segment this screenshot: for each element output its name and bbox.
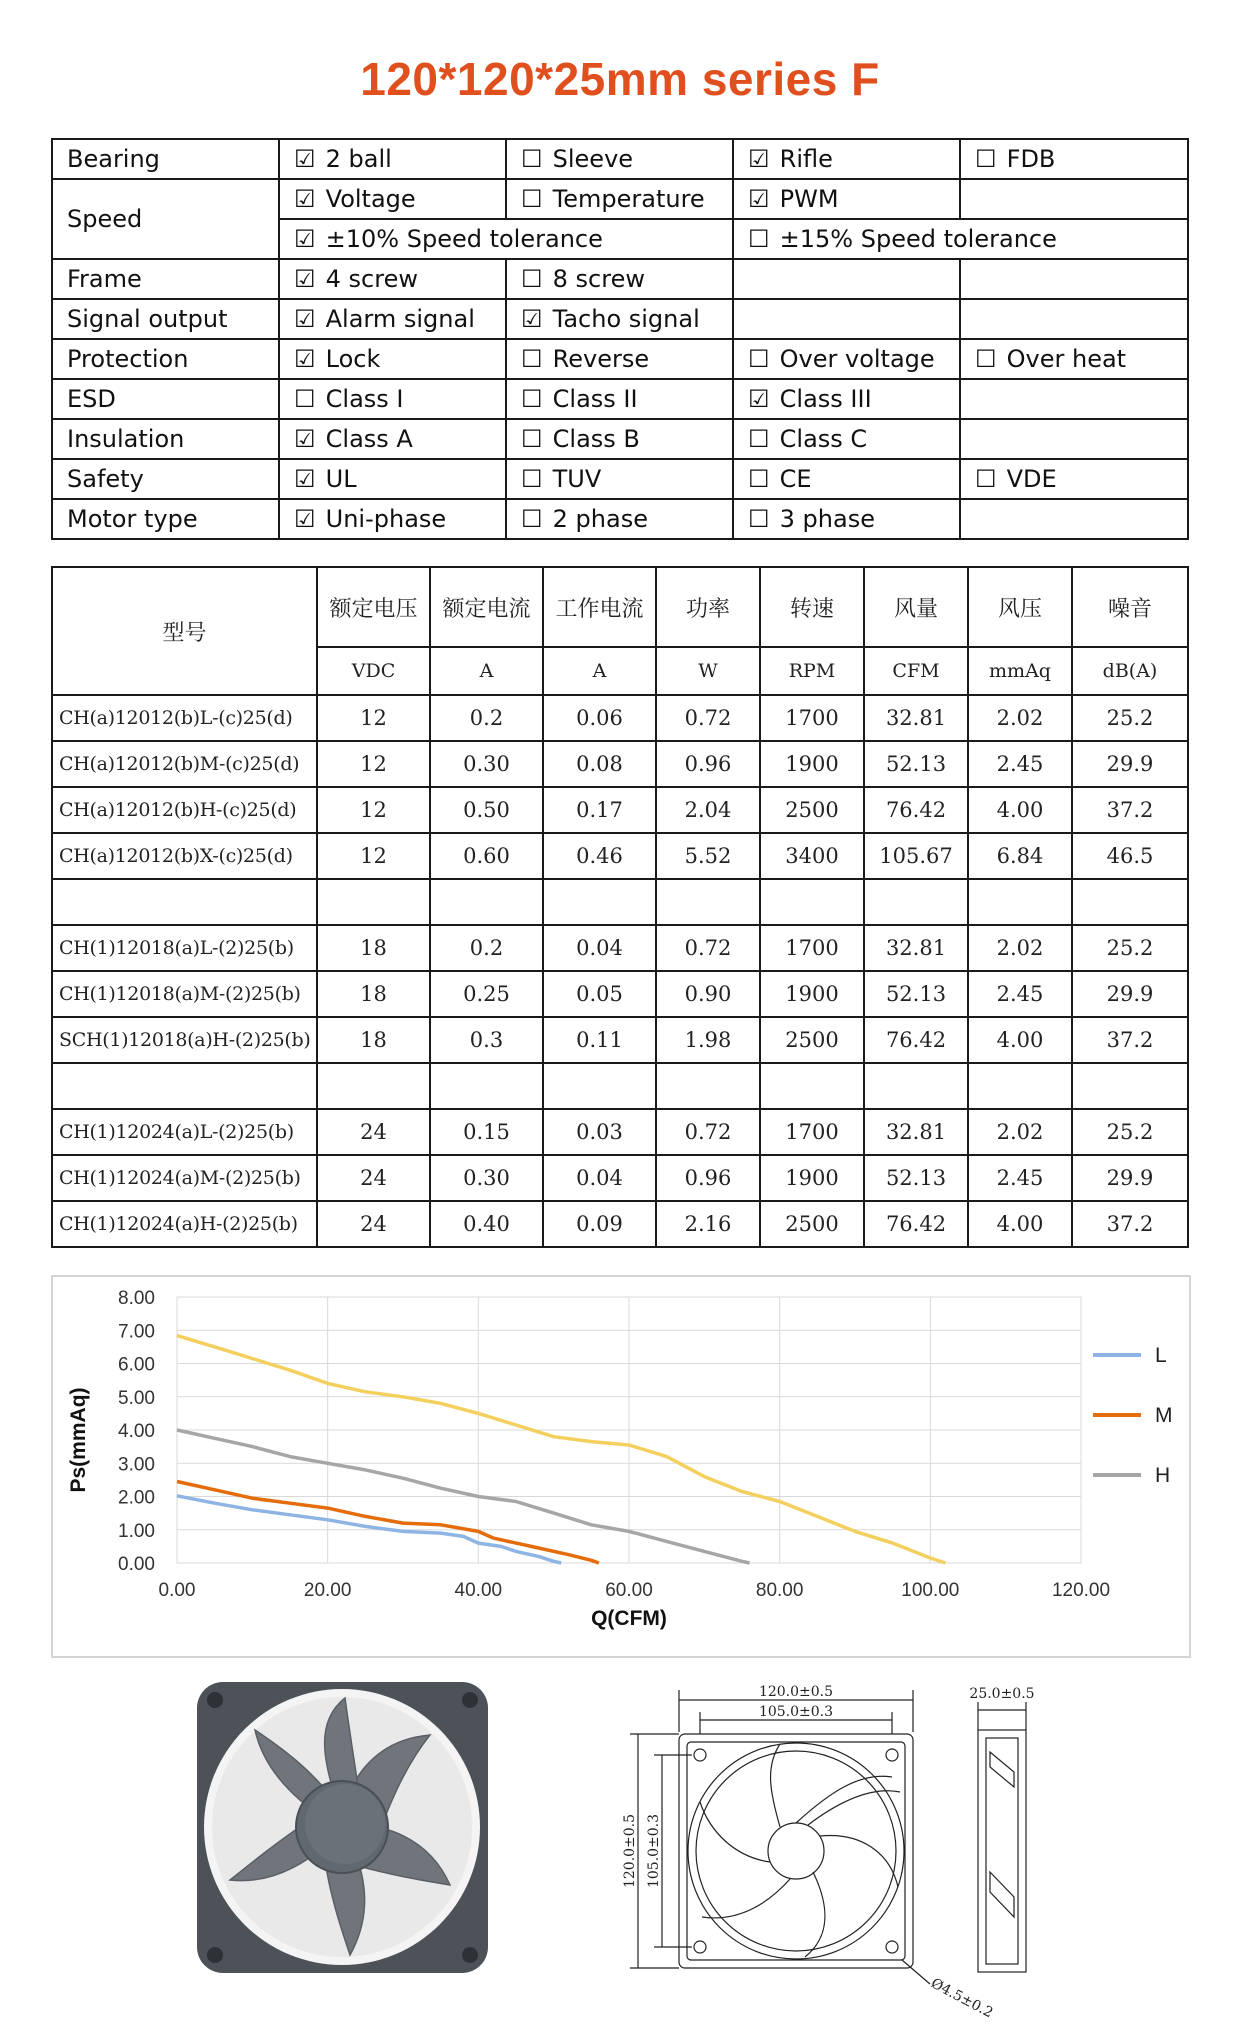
- option-text: Class A: [325, 425, 413, 453]
- spec-unit: VDC: [317, 647, 430, 695]
- feature-option: [733, 379, 960, 419]
- option-text: Class II: [552, 385, 638, 413]
- spec-cell: 0.09: [543, 1201, 656, 1247]
- model-header: 型号: [52, 567, 317, 695]
- table-row: [52, 1017, 1188, 1063]
- spec-cell: 12: [317, 741, 430, 787]
- spec-cell: 18: [317, 971, 430, 1017]
- spec-cell: 76.42: [864, 1201, 968, 1247]
- spec-cell: 0.90: [656, 971, 760, 1017]
- spec-cell: 1700: [760, 925, 864, 971]
- option-text: Class I: [325, 385, 404, 413]
- option-text: Over voltage: [779, 345, 935, 373]
- unchecked-box-icon: ☐: [975, 345, 997, 373]
- spec-cell: 25.2: [1072, 925, 1188, 971]
- option-text: Lock: [325, 345, 381, 373]
- spec-cell: [430, 879, 543, 925]
- spec-cell: 0.04: [543, 925, 656, 971]
- table-row: [52, 1109, 1188, 1155]
- feature-option: [279, 299, 506, 339]
- model-cell: CH(1)12024(a)M-(2)25(b): [52, 1155, 317, 1201]
- feature-option: [279, 379, 506, 419]
- spec-cell: 0.11: [543, 1017, 656, 1063]
- unchecked-box-icon: ☐: [975, 465, 997, 493]
- checked-box-icon: ☑: [294, 145, 316, 173]
- feature-option: [960, 339, 1188, 379]
- x-tick-label: 100.00: [901, 1580, 960, 1601]
- spec-cell: 29.9: [1072, 741, 1188, 787]
- y-tick-label: 7.00: [118, 1321, 155, 1343]
- feature-option: [506, 259, 733, 299]
- spec-header: 噪音: [1072, 567, 1188, 647]
- feature-option: [733, 499, 960, 539]
- x-tick-label: 0.00: [158, 1580, 196, 1601]
- spec-cell: 0.40: [430, 1201, 543, 1247]
- option-text: TUV: [552, 465, 602, 493]
- spec-cell: 32.81: [864, 925, 968, 971]
- spec-header: 额定电流: [430, 567, 543, 647]
- feature-label: ESD: [52, 379, 279, 419]
- model-cell: CH(1)12018(a)M-(2)25(b): [52, 971, 317, 1017]
- legend-label: M: [1155, 1404, 1173, 1427]
- feature-option: [279, 459, 506, 499]
- spec-cell: 4.00: [968, 787, 1072, 833]
- spec-cell: 0.72: [656, 925, 760, 971]
- feature-option: [506, 379, 733, 419]
- unchecked-box-icon: ☐: [521, 265, 543, 293]
- spec-cell: 1900: [760, 741, 864, 787]
- spec-cell: 52.13: [864, 1155, 968, 1201]
- feature-option: [733, 459, 960, 499]
- spec-unit: CFM: [864, 647, 968, 695]
- feature-option: [960, 419, 1188, 459]
- table-row: [52, 741, 1188, 787]
- unchecked-box-icon: ☐: [748, 345, 770, 373]
- spec-cell: 105.67: [864, 833, 968, 879]
- spec-cell: 29.9: [1072, 971, 1188, 1017]
- y-tick-label: 2.00: [118, 1487, 155, 1509]
- table-row: [52, 1063, 1188, 1109]
- feature-option: [960, 459, 1188, 499]
- option-text: Reverse: [552, 345, 650, 373]
- checked-box-icon: ☑: [294, 505, 316, 533]
- spec-unit: mmAq: [968, 647, 1072, 695]
- spec-cell: 6.84: [968, 833, 1072, 879]
- spec-header-row: [52, 567, 1188, 647]
- spec-cell: [543, 879, 656, 925]
- option-text: CE: [779, 465, 812, 493]
- feature-row: [52, 139, 1188, 179]
- spec-cell: 0.50: [430, 787, 543, 833]
- spec-cell: [430, 1063, 543, 1109]
- spec-cell: 0.03: [543, 1109, 656, 1155]
- spec-cell: [968, 879, 1072, 925]
- spec-cell: 0.96: [656, 1155, 760, 1201]
- option-text: Rifle: [779, 145, 833, 173]
- unchecked-box-icon: ☐: [521, 145, 543, 173]
- spec-cell: 3400: [760, 833, 864, 879]
- feature-option: [279, 259, 506, 299]
- spec-cell: 0.25: [430, 971, 543, 1017]
- spec-cell: 12: [317, 787, 430, 833]
- spec-cell: 1900: [760, 1155, 864, 1201]
- spec-cell: 4.00: [968, 1201, 1072, 1247]
- table-row: [52, 925, 1188, 971]
- option-text: Sleeve: [552, 145, 634, 173]
- spec-cell: 0.3: [430, 1017, 543, 1063]
- spec-unit: dB(A): [1072, 647, 1188, 695]
- feature-option: [506, 179, 733, 219]
- y-axis-label: Ps(mmAq): [67, 1387, 90, 1493]
- spec-cell: 1700: [760, 1109, 864, 1155]
- feature-option: [733, 179, 960, 219]
- feature-option: [279, 139, 506, 179]
- fan-photo: [195, 1680, 490, 1975]
- spec-cell: 0.72: [656, 1109, 760, 1155]
- feature-row: [52, 299, 1188, 339]
- unchecked-box-icon: ☐: [521, 505, 543, 533]
- option-text: 3 phase: [779, 505, 875, 533]
- option-text: 2 ball: [325, 145, 392, 173]
- option-text: ±15% Speed tolerance: [779, 225, 1057, 253]
- spec-cell: [317, 1063, 430, 1109]
- spec-cell: 0.05: [543, 971, 656, 1017]
- spec-cell: 2500: [760, 787, 864, 833]
- spec-cell: 18: [317, 925, 430, 971]
- option-text: Temperature: [552, 185, 705, 213]
- model-cell: CH(1)12024(a)L-(2)25(b): [52, 1109, 317, 1155]
- feature-option: [506, 419, 733, 459]
- spec-cell: 24: [317, 1109, 430, 1155]
- option-text: ±10% Speed tolerance: [325, 225, 603, 253]
- feature-option: [506, 339, 733, 379]
- feature-option: [960, 299, 1188, 339]
- unchecked-box-icon: ☐: [521, 425, 543, 453]
- unchecked-box-icon: ☐: [521, 385, 543, 413]
- checked-box-icon: ☑: [521, 305, 543, 333]
- feature-option: [279, 339, 506, 379]
- spec-cell: 2500: [760, 1017, 864, 1063]
- feature-option: [733, 419, 960, 459]
- y-tick-label: 0.00: [118, 1554, 155, 1575]
- feature-row: [52, 499, 1188, 539]
- spec-cell: 29.9: [1072, 1155, 1188, 1201]
- table-row: [52, 1201, 1188, 1247]
- spec-cell: 5.52: [656, 833, 760, 879]
- feature-row: [52, 379, 1188, 419]
- feature-label: Signal output: [52, 299, 279, 339]
- feature-option: [279, 179, 506, 219]
- feature-option: [506, 139, 733, 179]
- spec-cell: 32.81: [864, 695, 968, 741]
- spec-cell: 52.13: [864, 971, 968, 1017]
- model-cell: CH(1)12018(a)L-(2)25(b): [52, 925, 317, 971]
- option-text: Alarm signal: [325, 305, 475, 333]
- model-cell: SCH(1)12018(a)H-(2)25(b): [52, 1017, 317, 1063]
- spec-cell: 37.2: [1072, 1017, 1188, 1063]
- spec-cell: [968, 1063, 1072, 1109]
- table-row: [52, 695, 1188, 741]
- spec-cell: [864, 1063, 968, 1109]
- spec-cell: 46.5: [1072, 833, 1188, 879]
- x-axis-label: Q(CFM): [591, 1607, 667, 1630]
- x-tick-label: 80.00: [755, 1580, 804, 1601]
- spec-cell: 24: [317, 1155, 430, 1201]
- dim-outer-height: 120.0±0.5: [622, 1813, 638, 1889]
- spec-cell: 37.2: [1072, 787, 1188, 833]
- spec-cell: 2.02: [968, 695, 1072, 741]
- option-text: FDB: [1006, 145, 1056, 173]
- table-row: [52, 787, 1188, 833]
- spec-cell: 32.81: [864, 1109, 968, 1155]
- table-row: [52, 879, 1188, 925]
- checked-box-icon: ☑: [294, 345, 316, 373]
- page-title: 120*120*25mm series F: [360, 53, 880, 105]
- spec-cell: 0.30: [430, 741, 543, 787]
- pq-curve-chart: [51, 1275, 1191, 1658]
- spec-cell: 0.2: [430, 925, 543, 971]
- model-cell: CH(a)12012(b)X-(c)25(d): [52, 833, 317, 879]
- spec-unit: A: [430, 647, 543, 695]
- spec-cell: 76.42: [864, 787, 968, 833]
- spec-cell: 0.15: [430, 1109, 543, 1155]
- checked-box-icon: ☑: [294, 465, 316, 493]
- x-tick-label: 20.00: [303, 1580, 352, 1601]
- option-text: Voltage: [325, 185, 416, 213]
- option-text: 8 screw: [552, 265, 645, 293]
- feature-option: [960, 499, 1188, 539]
- checked-box-icon: ☑: [294, 425, 316, 453]
- spec-cell: 2.04: [656, 787, 760, 833]
- feature-option: [960, 379, 1188, 419]
- feature-label: Motor type: [52, 499, 279, 539]
- feature-row: [52, 419, 1188, 459]
- dim-inner-width: 105.0±0.3: [758, 1704, 834, 1720]
- y-tick-label: 1.00: [118, 1520, 155, 1542]
- feature-option: [960, 179, 1188, 219]
- y-tick-label: 3.00: [118, 1454, 155, 1476]
- unchecked-box-icon: ☐: [748, 425, 770, 453]
- feature-option: [733, 219, 1188, 259]
- feature-option: [279, 499, 506, 539]
- spec-cell: 2.02: [968, 925, 1072, 971]
- x-tick-label: 40.00: [454, 1580, 503, 1601]
- feature-row: [52, 339, 1188, 379]
- spec-cell: 12: [317, 833, 430, 879]
- model-cell: [52, 879, 317, 925]
- checked-box-icon: ☑: [748, 385, 770, 413]
- spec-cell: [656, 1063, 760, 1109]
- spec-cell: [1072, 1063, 1188, 1109]
- option-text: Class III: [779, 385, 872, 413]
- feature-option: [279, 219, 733, 259]
- unchecked-box-icon: ☐: [975, 145, 997, 173]
- spec-cell: 2.02: [968, 1109, 1072, 1155]
- model-cell: CH(a)12012(b)H-(c)25(d): [52, 787, 317, 833]
- spec-cell: 1.98: [656, 1017, 760, 1063]
- table-row: [52, 833, 1188, 879]
- unchecked-box-icon: ☐: [521, 345, 543, 373]
- spec-cell: [656, 879, 760, 925]
- checked-box-icon: ☑: [294, 225, 316, 253]
- spec-cell: 0.08: [543, 741, 656, 787]
- checked-box-icon: ☑: [294, 265, 316, 293]
- checked-box-icon: ☑: [748, 185, 770, 213]
- feature-option: [960, 259, 1188, 299]
- spec-cell: 4.00: [968, 1017, 1072, 1063]
- legend-label: H: [1155, 1464, 1171, 1487]
- spec-cell: 2.16: [656, 1201, 760, 1247]
- spec-header: 功率: [656, 567, 760, 647]
- feature-option: [733, 259, 960, 299]
- spec-cell: 76.42: [864, 1017, 968, 1063]
- dim-hole: Ø4.5±0.2: [928, 1975, 996, 2022]
- dim-inner-height: 105.0±0.3: [646, 1813, 662, 1889]
- feature-option: [506, 459, 733, 499]
- feature-row: [52, 259, 1188, 299]
- unchecked-box-icon: ☐: [521, 185, 543, 213]
- model-cell: CH(1)12024(a)H-(2)25(b): [52, 1201, 317, 1247]
- spec-cell: 25.2: [1072, 695, 1188, 741]
- model-cell: [52, 1063, 317, 1109]
- checked-box-icon: ☑: [294, 185, 316, 213]
- spec-unit: W: [656, 647, 760, 695]
- spec-cell: 0.30: [430, 1155, 543, 1201]
- option-text: Uni-phase: [325, 505, 447, 533]
- checked-box-icon: ☑: [294, 305, 316, 333]
- spec-cell: 0.96: [656, 741, 760, 787]
- spec-cell: 0.06: [543, 695, 656, 741]
- spec-cell: [760, 879, 864, 925]
- x-tick-label: 60.00: [605, 1580, 653, 1601]
- option-text: Tacho signal: [552, 305, 700, 333]
- spec-cell: 52.13: [864, 741, 968, 787]
- unchecked-box-icon: ☐: [521, 465, 543, 493]
- option-text: Over heat: [1006, 345, 1127, 373]
- spec-cell: 1700: [760, 695, 864, 741]
- spec-header: 工作电流: [543, 567, 656, 647]
- unchecked-box-icon: ☐: [748, 465, 770, 493]
- spec-cell: 18: [317, 1017, 430, 1063]
- spec-unit: RPM: [760, 647, 864, 695]
- spec-cell: 2.45: [968, 971, 1072, 1017]
- legend-label: L: [1155, 1344, 1167, 1367]
- model-cell: CH(a)12012(b)L-(c)25(d): [52, 695, 317, 741]
- spec-header: 额定电压: [317, 567, 430, 647]
- feature-table: [51, 138, 1189, 540]
- unchecked-box-icon: ☐: [294, 385, 316, 413]
- y-tick-label: 6.00: [118, 1354, 155, 1376]
- spec-cell: 0.17: [543, 787, 656, 833]
- spec-cell: [543, 1063, 656, 1109]
- dimension-drawing: [622, 1672, 1060, 2022]
- feature-row: [52, 179, 1188, 219]
- spec-cell: [1072, 879, 1188, 925]
- model-cell: CH(a)12012(b)M-(c)25(d): [52, 741, 317, 787]
- unchecked-box-icon: ☐: [748, 225, 770, 253]
- spec-cell: 2.45: [968, 741, 1072, 787]
- spec-table: [51, 566, 1189, 1248]
- spec-header: 风量: [864, 567, 968, 647]
- feature-option: [733, 299, 960, 339]
- y-tick-label: 4.00: [118, 1421, 155, 1442]
- feature-option: [506, 499, 733, 539]
- y-tick-label: 8.00: [118, 1288, 155, 1309]
- feature-label: Safety: [52, 459, 279, 499]
- dim-outer-width: 120.0±0.5: [758, 1684, 834, 1700]
- option-text: Class B: [552, 425, 640, 453]
- spec-cell: 25.2: [1072, 1109, 1188, 1155]
- dim-thickness: 25.0±0.5: [969, 1686, 1035, 1702]
- unchecked-box-icon: ☐: [748, 505, 770, 533]
- feature-option: [733, 339, 960, 379]
- checked-box-icon: ☑: [748, 145, 770, 173]
- feature-label: Frame: [52, 259, 279, 299]
- spec-cell: 37.2: [1072, 1201, 1188, 1247]
- spec-cell: 12: [317, 695, 430, 741]
- feature-label: Protection: [52, 339, 279, 379]
- feature-label: Bearing: [52, 139, 279, 179]
- feature-label: Insulation: [52, 419, 279, 459]
- feature-option: [733, 139, 960, 179]
- option-text: UL: [325, 465, 357, 493]
- spec-cell: [317, 879, 430, 925]
- feature-option: [960, 139, 1188, 179]
- spec-cell: 0.46: [543, 833, 656, 879]
- option-text: Class C: [779, 425, 868, 453]
- y-tick-label: 5.00: [118, 1387, 155, 1409]
- spec-cell: 0.2: [430, 695, 543, 741]
- option-text: 2 phase: [552, 505, 648, 533]
- spec-cell: 24: [317, 1201, 430, 1247]
- option-text: 4 screw: [325, 265, 418, 293]
- spec-cell: 2.45: [968, 1155, 1072, 1201]
- spec-cell: 0.04: [543, 1155, 656, 1201]
- spec-cell: 0.72: [656, 695, 760, 741]
- feature-option: [279, 419, 506, 459]
- spec-unit: A: [543, 647, 656, 695]
- feature-label: Speed: [52, 179, 279, 259]
- spec-cell: 2500: [760, 1201, 864, 1247]
- spec-cell: 0.60: [430, 833, 543, 879]
- chart-svg: [53, 1277, 1189, 1656]
- spec-cell: [760, 1063, 864, 1109]
- spec-header: 风压: [968, 567, 1072, 647]
- feature-row: [52, 459, 1188, 499]
- table-row: [52, 1155, 1188, 1201]
- spec-cell: 1900: [760, 971, 864, 1017]
- spec-cell: [864, 879, 968, 925]
- x-tick-label: 120.00: [1051, 1580, 1111, 1601]
- feature-option: [506, 299, 733, 339]
- option-text: VDE: [1006, 465, 1057, 493]
- option-text: PWM: [779, 185, 839, 213]
- spec-header: 转速: [760, 567, 864, 647]
- table-row: [52, 971, 1188, 1017]
